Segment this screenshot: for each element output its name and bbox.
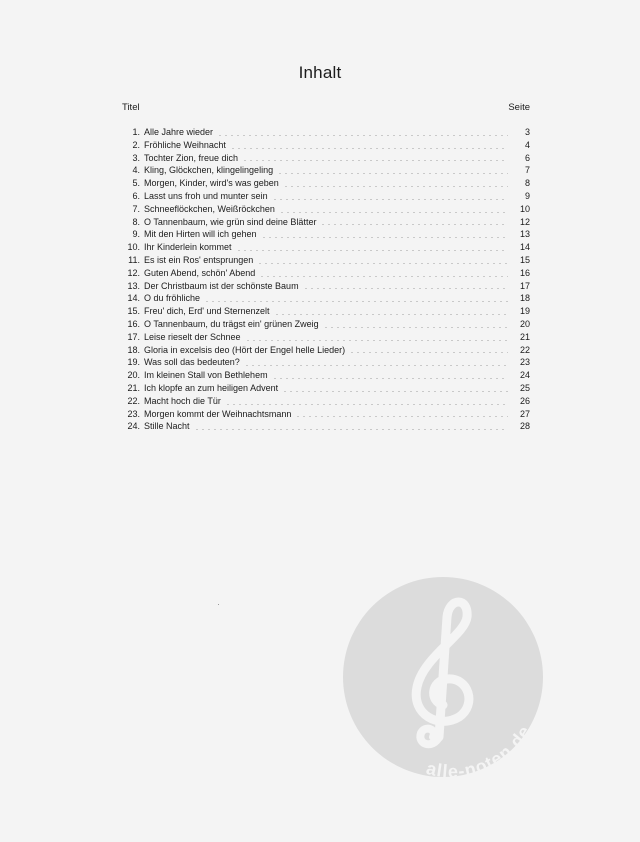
dot-leader (279, 212, 508, 213)
dot-leader (320, 224, 508, 225)
entry-number: 11. (128, 254, 140, 265)
entry-number: 22. (127, 395, 140, 406)
toc-entry (112, 369, 530, 382)
entry-title: Morgen kommt der Weihnachtsmann (144, 408, 292, 419)
dot-leader (194, 429, 508, 430)
dot-leader (204, 301, 508, 302)
toc-entry (112, 190, 530, 203)
entry-page: 17 (519, 280, 530, 291)
entry-number: 19. (127, 357, 140, 368)
toc-entry (112, 420, 530, 433)
toc-entry (112, 267, 530, 280)
entry-page: 13 (519, 229, 530, 240)
entry-number: 18. (127, 344, 140, 355)
entry-page: 4 (524, 139, 530, 150)
entry-number: 2. (132, 139, 140, 150)
entry-number: 10. (127, 242, 140, 253)
entry-page: 12 (519, 216, 530, 227)
entry-title: Es ist ein Ros' entsprungen (144, 254, 254, 265)
toc-entry (112, 164, 530, 177)
toc-entry (112, 126, 530, 139)
toc-entry (112, 254, 530, 267)
dot-leader (295, 416, 508, 417)
entry-title: Im kleinen Stall von Bethlehem (144, 370, 268, 381)
dot-leader (349, 352, 508, 353)
entry-title: Ich klopfe an zum heiligen Advent (144, 382, 279, 393)
entry-title: Leise rieselt der Schnee (144, 331, 241, 342)
toc-entry (112, 292, 530, 305)
entry-page: 26 (519, 395, 530, 406)
entry-title: Was soll das bedeuten? (144, 357, 240, 368)
entry-number: 23. (127, 408, 140, 419)
entry-number: 15. (127, 306, 140, 317)
entry-number: 24. (127, 421, 140, 432)
entry-number: 4. (132, 165, 140, 176)
entry-number: 1. (132, 127, 140, 137)
toc-entry (112, 408, 530, 421)
dot-leader (245, 340, 508, 341)
toc-entry (112, 177, 530, 190)
entry-page: 10 (519, 203, 530, 214)
page-title: Inhalt (298, 63, 342, 82)
entry-title: Schneeflöckchen, Weißröckchen (144, 203, 275, 214)
entry-title: O Tannenbaum, wie grün sind deine Blätter (144, 216, 317, 227)
dot-leader (283, 186, 508, 187)
dot-leader (272, 199, 508, 200)
scan-speck (218, 604, 219, 605)
entry-title: Kling, Glöckchen, klingelingeling (144, 165, 274, 176)
entry-page: 24 (519, 370, 530, 381)
entry-page: 28 (519, 421, 530, 432)
entry-page: 6 (524, 152, 530, 163)
entry-page: 16 (519, 267, 530, 278)
entry-number: 14. (127, 293, 140, 304)
toc-entry (112, 356, 530, 369)
dot-leader (217, 135, 508, 136)
entry-number: 9. (132, 229, 140, 240)
toc-entry (112, 395, 530, 408)
entry-page: 18 (519, 293, 530, 304)
entry-page: 23 (519, 357, 530, 368)
dot-leader (274, 314, 508, 315)
entry-title: Alle Jahre wieder (144, 127, 214, 137)
dot-leader (261, 237, 508, 238)
toc-entry (112, 331, 530, 344)
entry-number: 21. (127, 382, 140, 393)
dot-leader (242, 160, 508, 161)
entry-title: Guten Abend, schön' Abend (144, 267, 256, 278)
dot-leader (225, 404, 508, 405)
entry-page: 19 (519, 306, 530, 317)
toc-entry (112, 216, 530, 229)
entry-page: 20 (519, 318, 530, 329)
entry-number: 17. (127, 331, 140, 342)
toc-entry (112, 344, 530, 357)
dot-leader (303, 288, 508, 289)
dot-leader (257, 263, 508, 264)
entry-title: Tochter Zion, freue dich (144, 152, 239, 163)
dot-leader (259, 276, 508, 277)
entry-page: 27 (519, 408, 530, 419)
entry-page: 8 (524, 178, 530, 189)
entry-title: Ihr Kinderlein kommet (144, 242, 232, 253)
entry-number: 12. (127, 267, 140, 278)
entry-number: 13. (127, 280, 140, 291)
entry-page: 25 (519, 382, 530, 393)
column-header-title: Titel (122, 102, 140, 113)
toc-entry (112, 139, 530, 152)
watermark (343, 577, 543, 777)
entry-number: 6. (132, 190, 140, 201)
entry-title: Der Christbaum ist der schönste Baum (144, 280, 299, 291)
entry-page: 14 (519, 242, 530, 253)
dot-leader (272, 378, 508, 379)
entry-page: 22 (519, 344, 530, 355)
entry-page: 3 (524, 127, 530, 137)
entry-page: 9 (524, 190, 530, 201)
toc-entry (112, 228, 530, 241)
entry-title: O Tannenbaum, du trägst ein' grünen Zweig (144, 318, 319, 329)
watermark-text: alle-noten.de (424, 721, 535, 777)
toc-entry (112, 318, 530, 331)
toc-entry (112, 241, 530, 254)
entry-number: 5. (132, 178, 140, 189)
entry-title: Morgen, Kinder, wird's was geben (144, 178, 279, 189)
dot-leader (236, 250, 508, 251)
entry-title: Lasst uns froh und munter sein (144, 190, 268, 201)
entry-title: Mit den Hirten will ich gehen (144, 229, 257, 240)
dot-leader (244, 365, 508, 366)
column-header-page: Seite (508, 102, 530, 113)
toc-entry (112, 152, 530, 165)
dot-leader (277, 173, 508, 174)
entry-title: Gloria in excelsis deo (Hört der Engel helle Lieder) (144, 344, 346, 355)
entry-number: 7. (132, 203, 140, 214)
entry-number: 8. (132, 216, 140, 227)
toc-entry (112, 382, 530, 395)
entry-number: 16. (127, 318, 140, 329)
entry-page: 7 (524, 165, 530, 176)
toc-list (112, 126, 530, 433)
dot-leader (323, 327, 508, 328)
entry-number: 20. (127, 370, 140, 381)
entry-number: 3. (132, 152, 140, 163)
entry-page: 15 (519, 254, 530, 265)
toc-entry (112, 305, 530, 318)
entry-title: O du fröhliche (144, 293, 201, 304)
entry-title: Fröhliche Weihnacht (144, 139, 226, 150)
entry-title: Macht hoch die Tür (144, 395, 221, 406)
entry-page: 21 (519, 331, 530, 342)
entry-title: Freu' dich, Erd' und Sternenzelt (144, 306, 270, 317)
entry-title: Stille Nacht (144, 421, 190, 432)
dot-leader (282, 391, 508, 392)
toc-entry (112, 280, 530, 293)
toc-entry (112, 203, 530, 216)
dot-leader (230, 148, 508, 149)
